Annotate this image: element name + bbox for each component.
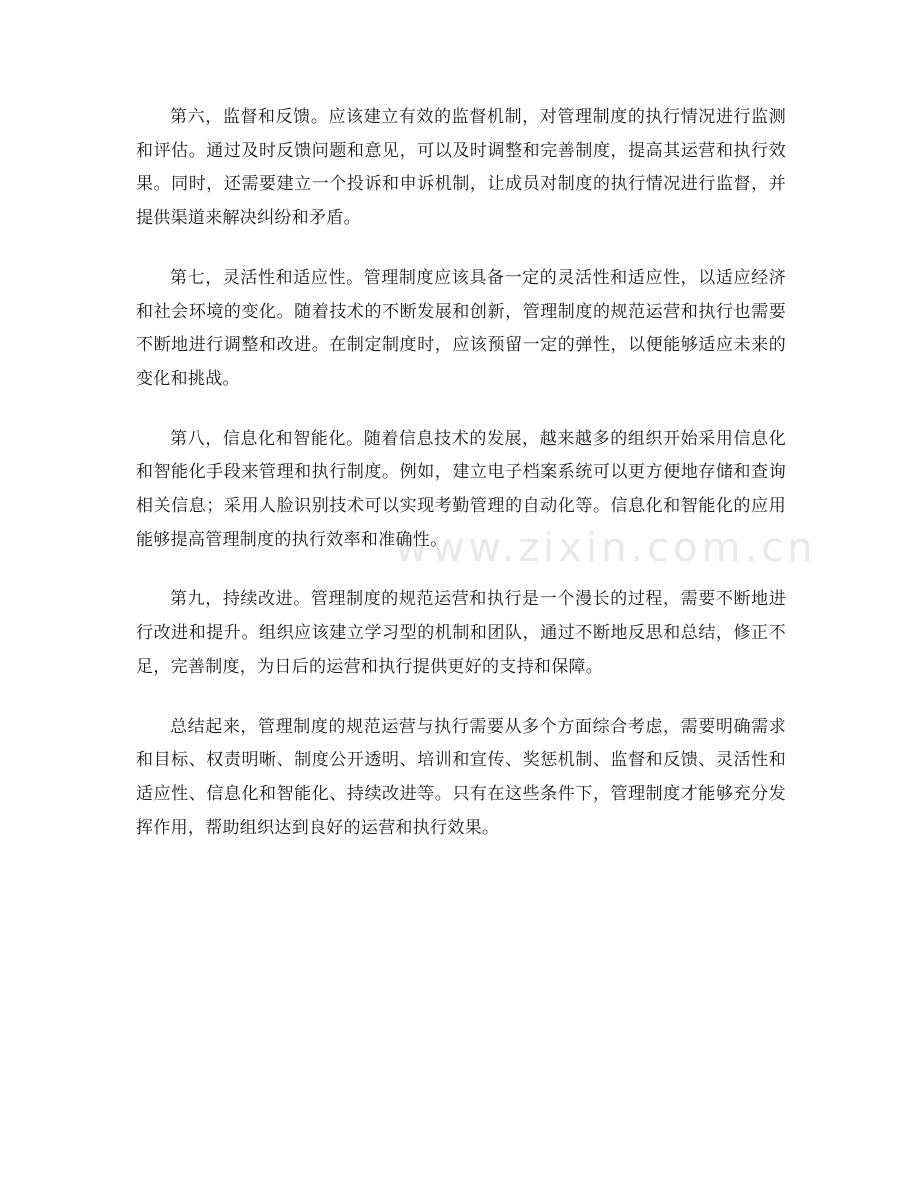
paragraph-summary: 总结起来，管理制度的规范运营与执行需要从多个方面综合考虑，需要明确需求和目标、权责明晰、制度公开透明、培训和宣传、奖惩机制、监督和反馈、灵活性和适应性、信息化和智能化、持续改进等。只有在这些条件下，管理制度才能够充分发挥作用，帮助组织达到良好的运营和执行效果。 [136, 716, 786, 838]
paragraph-informatization-intelligence: 第八，信息化和智能化。随着信息技术的发展，越来越多的组织开始采用信息化和智能化手段来管理和执行制度。例如，建立电子档案系统可以更方便地存储和查询相关信息；采用人脸识别技术可以实现考勤管理的自动化等。信息化和智能化的应用能够提高管理制度的执行效率和准确性。 [136, 428, 786, 550]
watermark: www.zixin.com.cn [395, 525, 817, 571]
document-body [136, 101, 786, 871]
paragraph-supervision-feedback: 第六，监督和反馈。应该建立有效的监督机制，对管理制度的执行情况进行监测和评估。通过及时反馈问题和意见，可以及时调整和完善制度，提高其运营和执行效果。同时，还需要建立一个投诉和申诉机制，让成员对制度的执行情况进行监督，并提供渠道来解决纠纷和矛盾。 [136, 107, 786, 229]
paragraph-continuous-improvement: 第九，持续改进。管理制度的规范运营和执行是一个漫长的过程，需要不断地进行改进和提升。组织应该建立学习型的机制和团队，通过不断地反思和总结，修正不足，完善制度，为日后的运营和执行提供更好的支持和保障。 [136, 589, 786, 677]
paragraph-flexibility-adaptability: 第七，灵活性和适应性。管理制度应该具备一定的灵活性和适应性，以适应经济和社会环境的变化。随着技术的不断发展和创新，管理制度的规范运营和执行也需要不断地进行调整和改进。在制定制度时，应该预留一定的弹性，以便能够适应未来的变化和挑战。 [136, 267, 786, 389]
